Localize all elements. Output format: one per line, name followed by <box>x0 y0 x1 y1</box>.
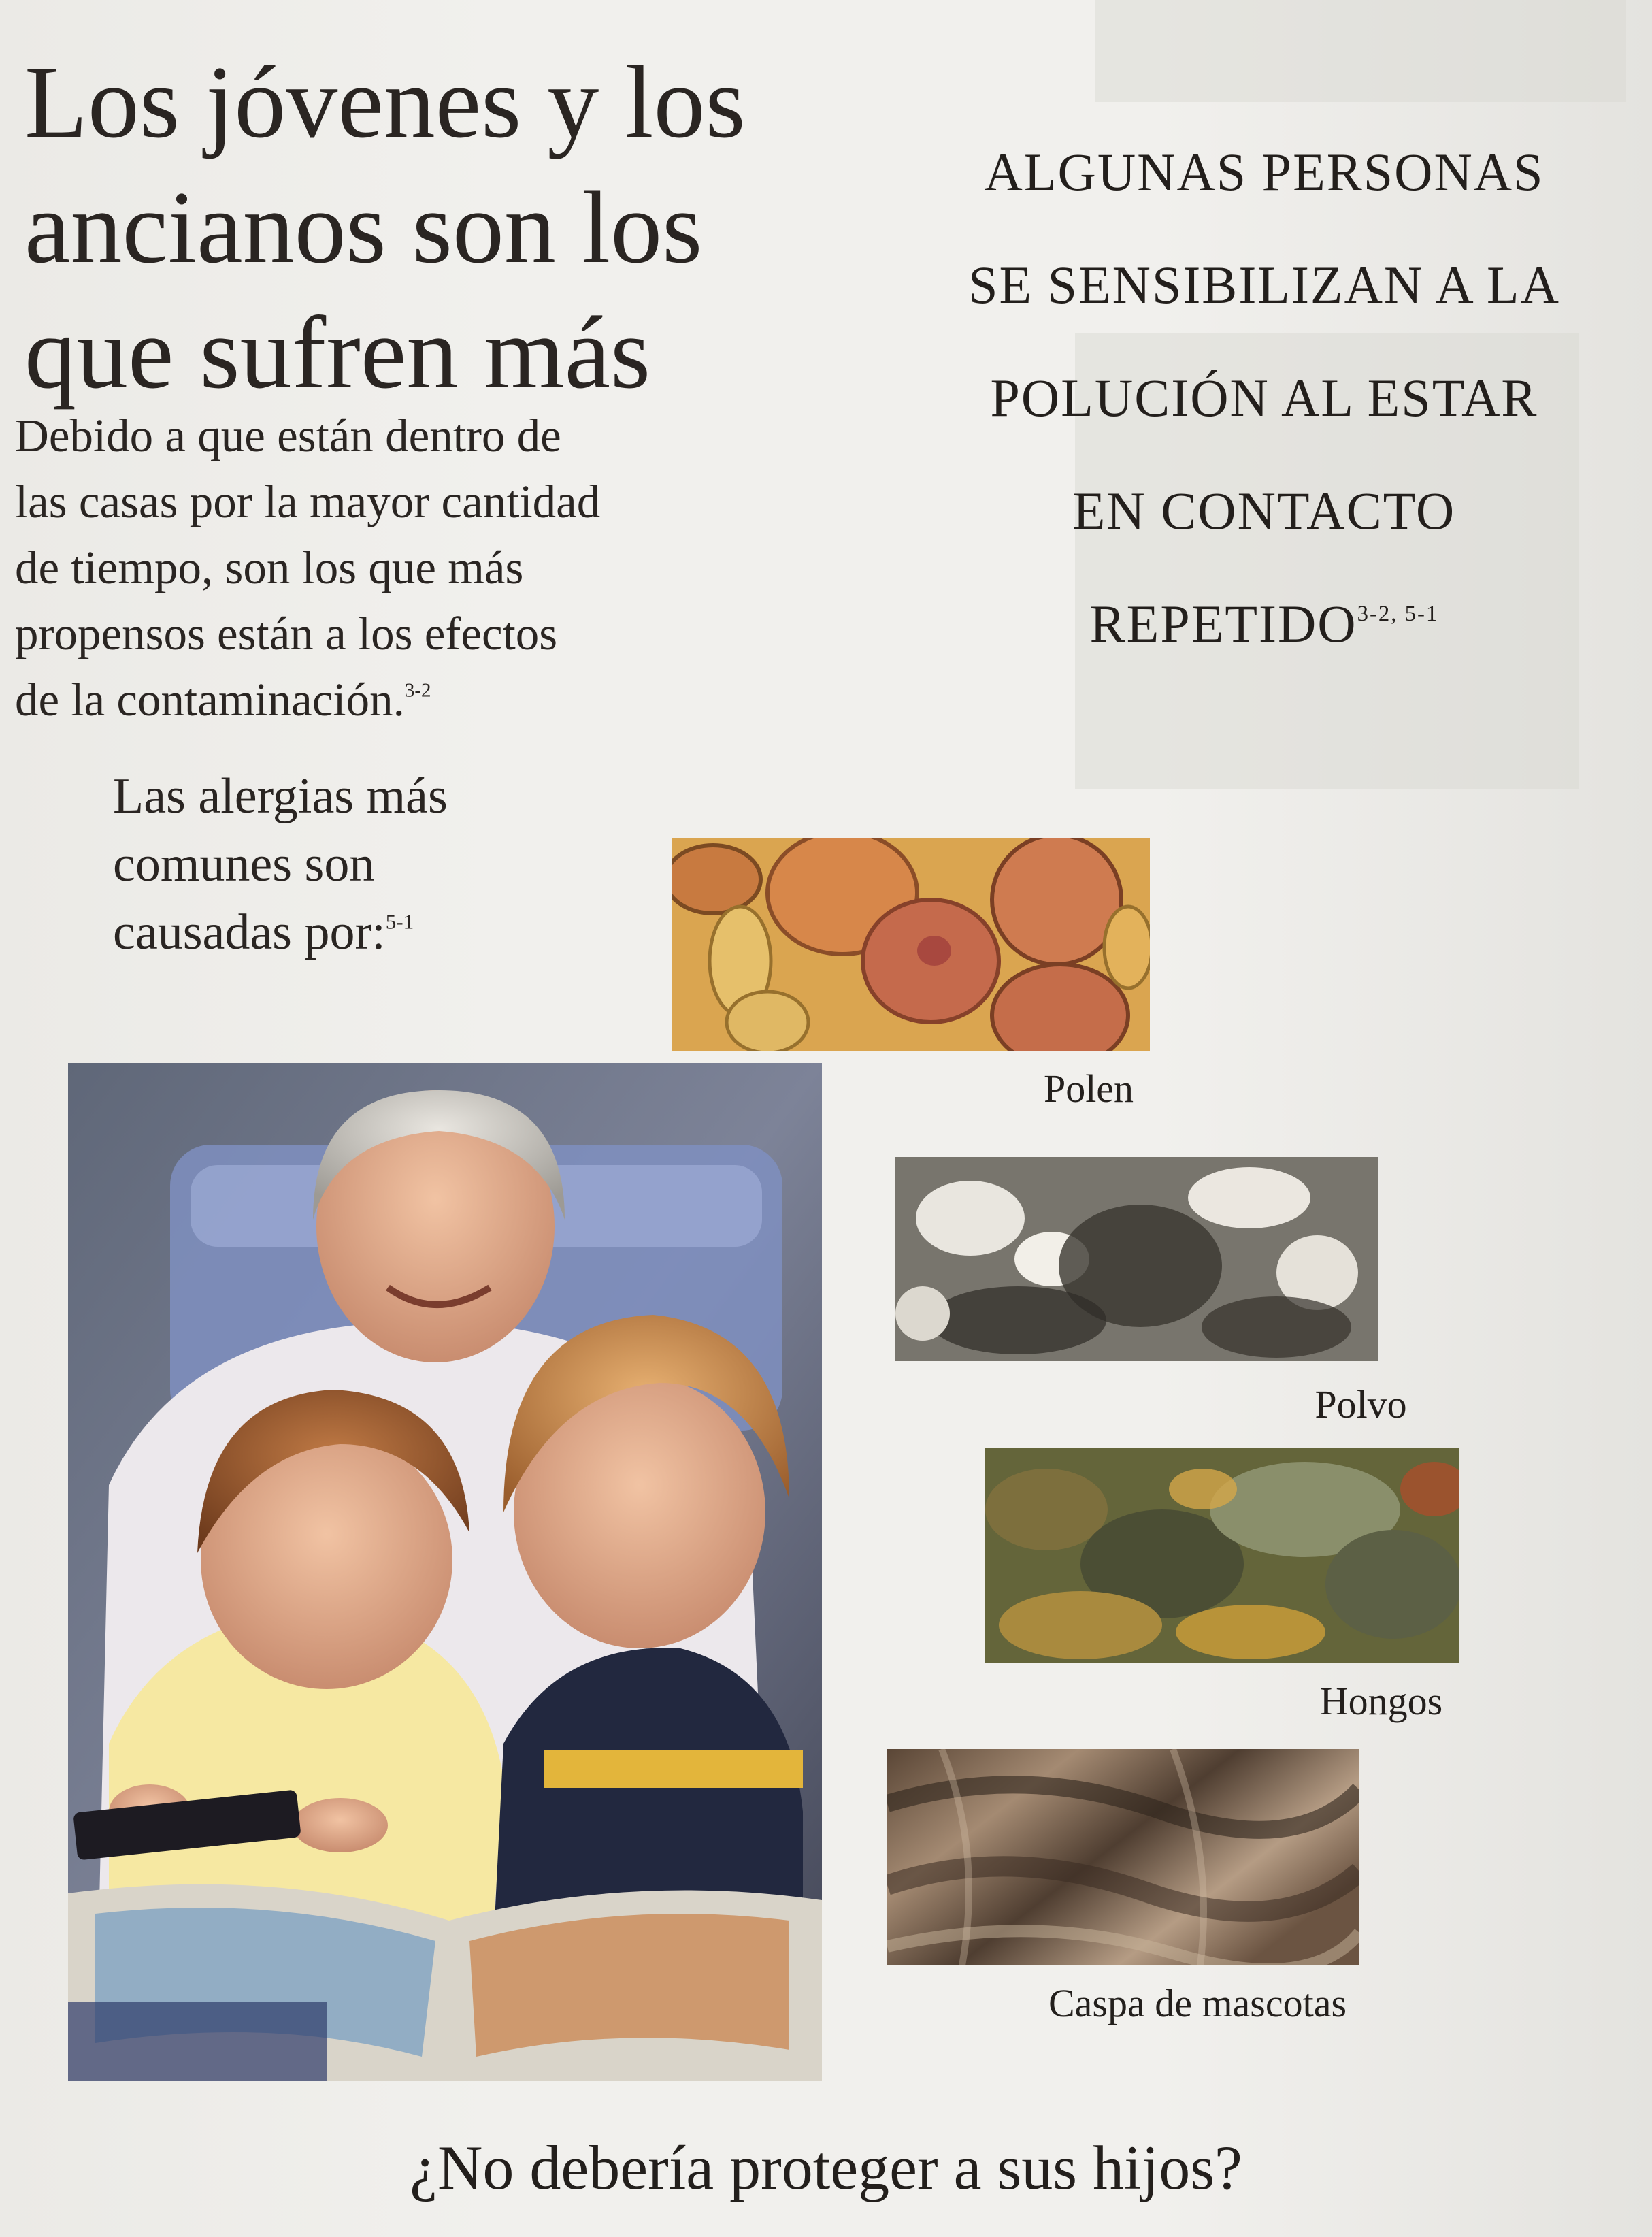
mold-photo <box>985 1448 1459 1663</box>
callout-line-5 <box>897 568 1632 681</box>
family-reading-illustration <box>68 1063 822 2081</box>
sensitization-callout <box>897 116 1632 681</box>
dust-photo <box>895 1157 1378 1361</box>
allergies-reference: 5-1 <box>385 909 414 934</box>
reverse-side-box-top <box>1095 0 1626 102</box>
mold-caption: Hongos <box>1319 1679 1443 1723</box>
intro-line-5 <box>15 667 797 733</box>
intro-line-3: de tiempo, son los que más <box>15 542 524 593</box>
callout-line-4: EN CONTACTO <box>1072 481 1456 540</box>
intro-reference: 3-2 <box>404 679 431 702</box>
intro-line-1: Debido a que están dentro de <box>15 410 561 461</box>
headline <box>24 39 868 415</box>
pollen-photo <box>672 838 1150 1051</box>
intro-line-5-text: de la contaminación. <box>15 674 405 725</box>
allergies-heading <box>113 762 603 966</box>
pollen-icon <box>672 838 1150 1051</box>
intro-line-2: las casas por la mayor cantidad <box>15 476 601 527</box>
allergies-line-2: comunes son <box>113 836 375 892</box>
dust-icon <box>895 1157 1378 1361</box>
allergies-line-3 <box>113 898 603 966</box>
pet-fur-photo <box>887 1749 1359 1965</box>
allergies-line-1: Las alergias más <box>113 768 448 824</box>
mold-icon <box>985 1448 1459 1663</box>
callout-line-1: ALGUNAS PERSONAS <box>984 142 1544 201</box>
allergies-line-3-text: causadas por: <box>113 904 386 960</box>
headline-line-2: ancianos son los <box>24 170 703 284</box>
dust-caption: Polvo <box>1315 1382 1407 1426</box>
callout-reference: 3-2, 5-1 <box>1357 601 1439 626</box>
intro-paragraph <box>15 403 797 733</box>
pet-fur-icon <box>887 1749 1359 1965</box>
callout-line-3: POLUCIÓN AL ESTAR <box>990 368 1538 427</box>
headline-line-3: que sufren más <box>24 295 651 410</box>
footer-question: ¿No debería proteger a sus hijos? <box>410 2133 1242 2202</box>
pet-fur-caption: Caspa de mascotas <box>1048 1981 1347 2025</box>
headline-line-1: Los jóvenes y los <box>24 45 746 159</box>
family-reading-photo <box>68 1063 822 2081</box>
pollen-caption: Polen <box>1043 1066 1134 1111</box>
callout-line-5-text: REPETIDO <box>1089 594 1357 653</box>
callout-line-2: SE SENSIBILIZAN A LA <box>968 255 1560 314</box>
intro-line-4: propensos están a los efectos <box>15 608 558 659</box>
